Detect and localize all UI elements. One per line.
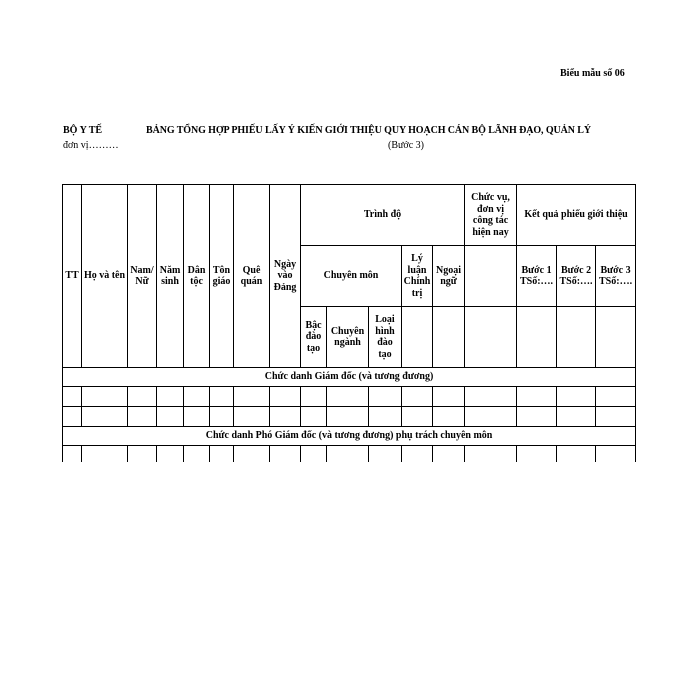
col-header-loai-hinh: Loại hình đào tạo [369, 307, 402, 368]
col-header-ly-luan: Lý luận Chính trị [402, 246, 433, 307]
section-pho-giam-doc: Chức danh Phó Giám đốc (và tương đương) phụ trách chuyên môn [63, 427, 636, 446]
table-cell [270, 407, 301, 427]
table-cell [369, 446, 402, 463]
table-cell [517, 407, 557, 427]
col-header-chuc-vu: Chức vụ, đơn vị công tác hiện nay [465, 185, 517, 246]
table-cell [402, 407, 433, 427]
table-cell [63, 387, 82, 407]
table-cell [433, 387, 465, 407]
table-cell [596, 387, 636, 407]
form-code: Biểu mẫu số 06 [560, 68, 625, 79]
table-cell [128, 407, 157, 427]
table-cell [210, 387, 234, 407]
table-cell [369, 407, 402, 427]
table-cell [234, 407, 270, 427]
unit-field: đơn vị……… [63, 140, 119, 151]
table-cell [63, 446, 82, 463]
table-cell [465, 307, 517, 368]
table-cell [465, 407, 517, 427]
table-cell [270, 387, 301, 407]
table-cell [270, 446, 301, 463]
table-cell [82, 407, 128, 427]
col-header-nam-nu: Nam/ Nữ [128, 185, 157, 368]
table-cell [63, 407, 82, 427]
table-cell [517, 307, 557, 368]
table-cell [557, 407, 596, 427]
table-cell [82, 446, 128, 463]
col-header-chuyen-nganh: Chuyên ngành [327, 307, 369, 368]
table-cell [327, 387, 369, 407]
table-cell [184, 407, 210, 427]
table-cell [517, 446, 557, 463]
report-table [62, 184, 636, 462]
table-cell [433, 446, 465, 463]
table-cell [402, 307, 433, 368]
col-header-trinh-do: Trình độ [301, 185, 465, 246]
table-cell [402, 446, 433, 463]
table-cell [128, 387, 157, 407]
col-header-que-quan: Quê quán [234, 185, 270, 368]
table-cell [82, 387, 128, 407]
table-cell [157, 446, 184, 463]
table-cell [301, 446, 327, 463]
table-cell [157, 407, 184, 427]
table-cell [557, 446, 596, 463]
section-giam-doc: Chức danh Giám đốc (và tương đương) [63, 368, 636, 387]
report-title: BẢNG TỔNG HỢP PHIẾU LẤY Ý KIẾN GIỚI THIỆU QUY HOẠCH CÁN BỘ LÃNH ĐẠO, QUẢN LÝ [146, 125, 591, 136]
table-cell [557, 387, 596, 407]
table-cell [234, 446, 270, 463]
col-header-bac-dao-tao: Bậc đào tạo [301, 307, 327, 368]
table-row [63, 446, 636, 463]
table-cell [234, 387, 270, 407]
col-header-ngoai-ngu: Ngoại ngữ [433, 246, 465, 307]
col-header-buoc-3: Bước 3 TSố:…. [596, 246, 636, 307]
table-cell [327, 407, 369, 427]
table-cell [596, 307, 636, 368]
col-header-tt: TT [63, 185, 82, 368]
table-cell [465, 387, 517, 407]
table-cell [402, 387, 433, 407]
col-header-ho-ten: Họ và tên [82, 185, 128, 368]
col-header-ket-qua: Kết quả phiếu giới thiệu [517, 185, 636, 246]
table-row [63, 387, 636, 407]
table-cell [327, 446, 369, 463]
col-header-chuyen-mon: Chuyên môn [301, 246, 402, 307]
table-cell [210, 446, 234, 463]
ministry-name: BỘ Y TẾ [63, 125, 103, 136]
table-cell [596, 407, 636, 427]
col-header-buoc-1: Bước 1 TSố:…. [517, 246, 557, 307]
col-header-ton-giao: Tôn giáo [210, 185, 234, 368]
col-header-nam-sinh: Năm sinh [157, 185, 184, 368]
table-cell [465, 446, 517, 463]
col-header-buoc-2: Bước 2 TSố:…. [557, 246, 596, 307]
col-header-chuc-vu-blank [465, 246, 517, 307]
col-header-dan-toc: Dân tộc [184, 185, 210, 368]
table-cell [301, 387, 327, 407]
table-cell [184, 446, 210, 463]
table-cell [157, 387, 184, 407]
table-cell [369, 387, 402, 407]
table-cell [433, 407, 465, 427]
table-cell [210, 407, 234, 427]
table-cell [557, 307, 596, 368]
table-cell [517, 387, 557, 407]
col-header-ngay-vao-dang: Ngày vào Đảng [270, 185, 301, 368]
table-cell [128, 446, 157, 463]
step-label: (Bước 3) [388, 140, 424, 151]
table-cell [184, 387, 210, 407]
table-cell [596, 446, 636, 463]
table-row [63, 407, 636, 427]
table-cell [433, 307, 465, 368]
table-cell [301, 407, 327, 427]
